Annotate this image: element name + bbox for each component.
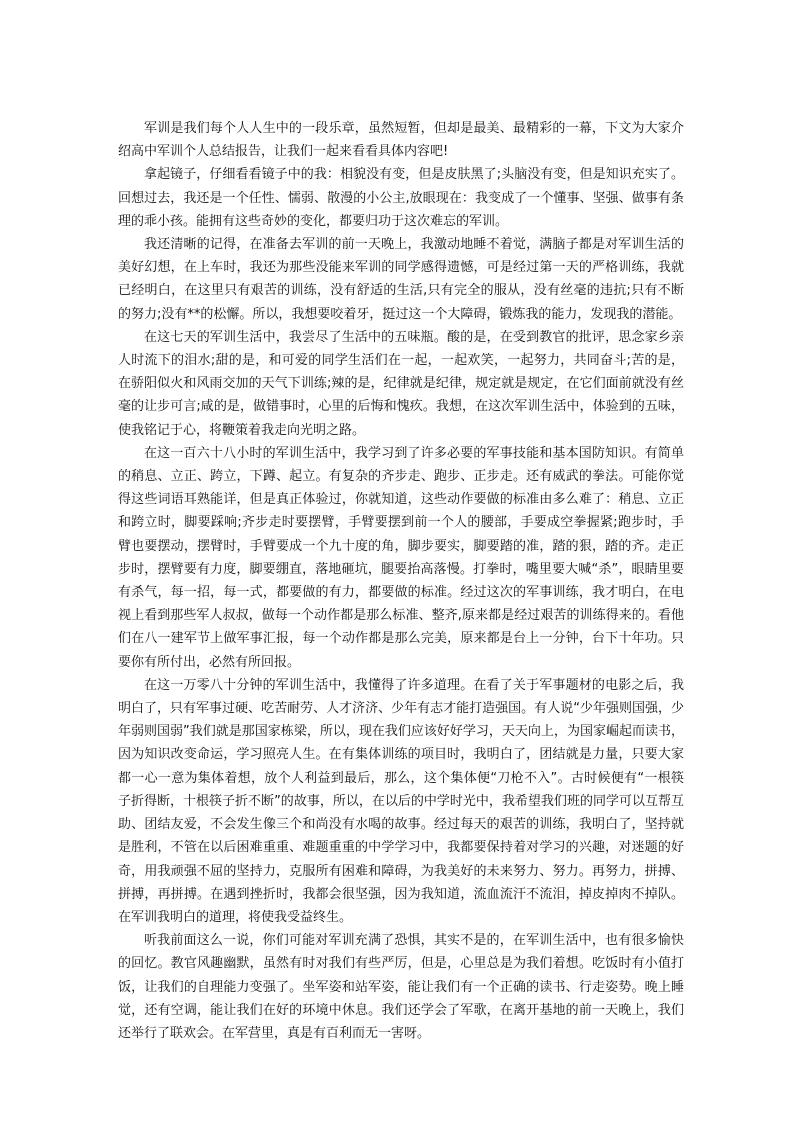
paragraph-intro: 军训是我们每个人人生中的一段乐章，虽然短暂，但却是最美、最精彩的一幕，下文为大家介绍高中军训个人总结报告，让我们一起来看看具体内容吧! <box>118 121 684 160</box>
paragraph-lessons: 在这一万零八十分钟的军训生活中，我懂得了许多道理。在看了关于军事题材的电影之后，我明白了，只有军事过硬、吃苦耐劳、人才济济、少年有志才能打造强国。有人说“少年强则国强，少年弱则国弱”我们就是那国家栋梁，所以，现在我们应该好好学习，天天向上，为国家崛起而读书，因为知识改变命运，学习照亮人生。在有集体训练的项目时，我明白了，团结就是力量，只要大家都一心一意为集体着想，放个人利益到最后，那么，这个集体便“刀枪不入”。古时候便有“一根筷子折得断，十根筷子折不断”的故事，所以，在以后的中学时光中，我希望我们班的同学可以互帮互助、团结友爱，不会发生像三个和尚没有水喝的故事。经过每天的艰苦的训练，我明白了，坚持就是胜利，不管在以后困难重重、难题重重的中学学习中，我都要保持着对学习的兴趣，对迷题的好奇，用我顽强不屈的坚持力，克服所有困难和障碍，为我美好的未来努力、努力。再努力，拼搏、拼搏，再拼搏。在遇到挫折时，我都会很坚强，因为我知道，流血流汗不流泪，掉皮掉肉不掉队。在军训我明白的道理，将使我受益终生。 <box>118 677 684 925</box>
document-body <box>118 117 684 1045</box>
paragraph-five-flavors: 在这七天的军训生活中，我尝尽了生活中的五味瓶。酸的是，在受到教官的批评，思念家乡亲人时流下的泪水;甜的是，和可爱的同学生活们在一起，一起欢笑，一起努力，共同奋斗;苦的是，在骄阳似火和风雨交加的天气下训练;辣的是，纪律就是纪律，规定就是规定，在它们面前就没有丝毫的让步可言;咸的是，做错事时，心里的后悔和愧疚。我想，在这次军训生活中，体验到的五味，使我铭记于心，将鞭策着我走向光明之路。 <box>118 329 684 438</box>
paragraph-memory: 我还清晰的记得，在准备去军训的前一天晚上，我激动地睡不着觉，满脑子都是对军训生活的美好幻想，在上车时，我还为那些没能来军训的同学感得遗憾，可是经过第一天的严格训练，我就已经明白，在这里只有艰苦的训练，没有舒适的生活,只有完全的服从，没有丝毫的违抗;只有不断的努力;没有**的松懈。所以，我想要咬着牙，挺过这一个大障碍，锻炼我的能力，发现我的潜能。 <box>118 237 684 322</box>
paragraph-mirror: 拿起镜子，仔细看看镜子中的我：相貌没有变，但是皮肤黑了;头脑没有变，但是知识充实了。回想过去，我还是一个任性、懦弱、散漫的小公主,放眼现在：我变成了一个懂事、坚强、做事有条理的乖小孩。能拥有这些奇妙的变化，都要归功于这次难忘的军训。 <box>118 167 684 229</box>
paragraph-skills: 在这一百六十八小时的军训生活中，我学习到了许多必要的军事技能和基本国防知识。有简单的稍息、立正、跨立，下蹲、起立。有复杂的齐步走、跑步、正步走。还有威武的拳法。可能你觉得这些词语耳熟能详，但是真正体验过，你就知道，这些动作要做的标准由多么难了：稍息、立正和跨立时，脚要踩响;齐步走时要摆臂，手臂要摆到前一个人的腰部，手要成空拳握紧;跑步时，手臂也要摆动，摆臂时，手臂要成一个九十度的角，脚步要实，脚要踏的准，踏的狠，踏的齐。走正步时，摆臂要有力度，脚要绷直，落地砸坑，腿要抬高落慢。打拳时，嘴里要大喊“杀”，眼睛里要有杀气，每一招，每一式，都要做的有力，都要做的标准。经过这次的军事训练，我才明白，在电视上看到那些军人叔叔，做每一个动作都是那么标准、整齐,原来都是经过艰苦的训练得来的。看他们在八一建军节上做军事汇报，每一个动作都是那么完美，原来都是台上一分钟，台下十年功。只要你有所付出，必然有所回报。 <box>118 445 684 670</box>
paragraph-memories: 听我前面这么一说，你们可能对军训充满了恐惧，其实不是的，在军训生活中，也有很多愉快的回忆。教官风趣幽默，虽然有时对我们有些严厉，但是，心里总是为我们着想。吃饭时有小值打饭，让我们的自理能力变强了。坐军姿和站军姿，能让我们有一个正确的读书、行走姿势。晚上睡觉，还有空调，能让我们在好的环境中休息。我们还学会了军歌，在离开基地的前一天晚上，我们还举行了联欢会。在军营里，真是有百利而无一害呀。 <box>118 933 684 1041</box>
